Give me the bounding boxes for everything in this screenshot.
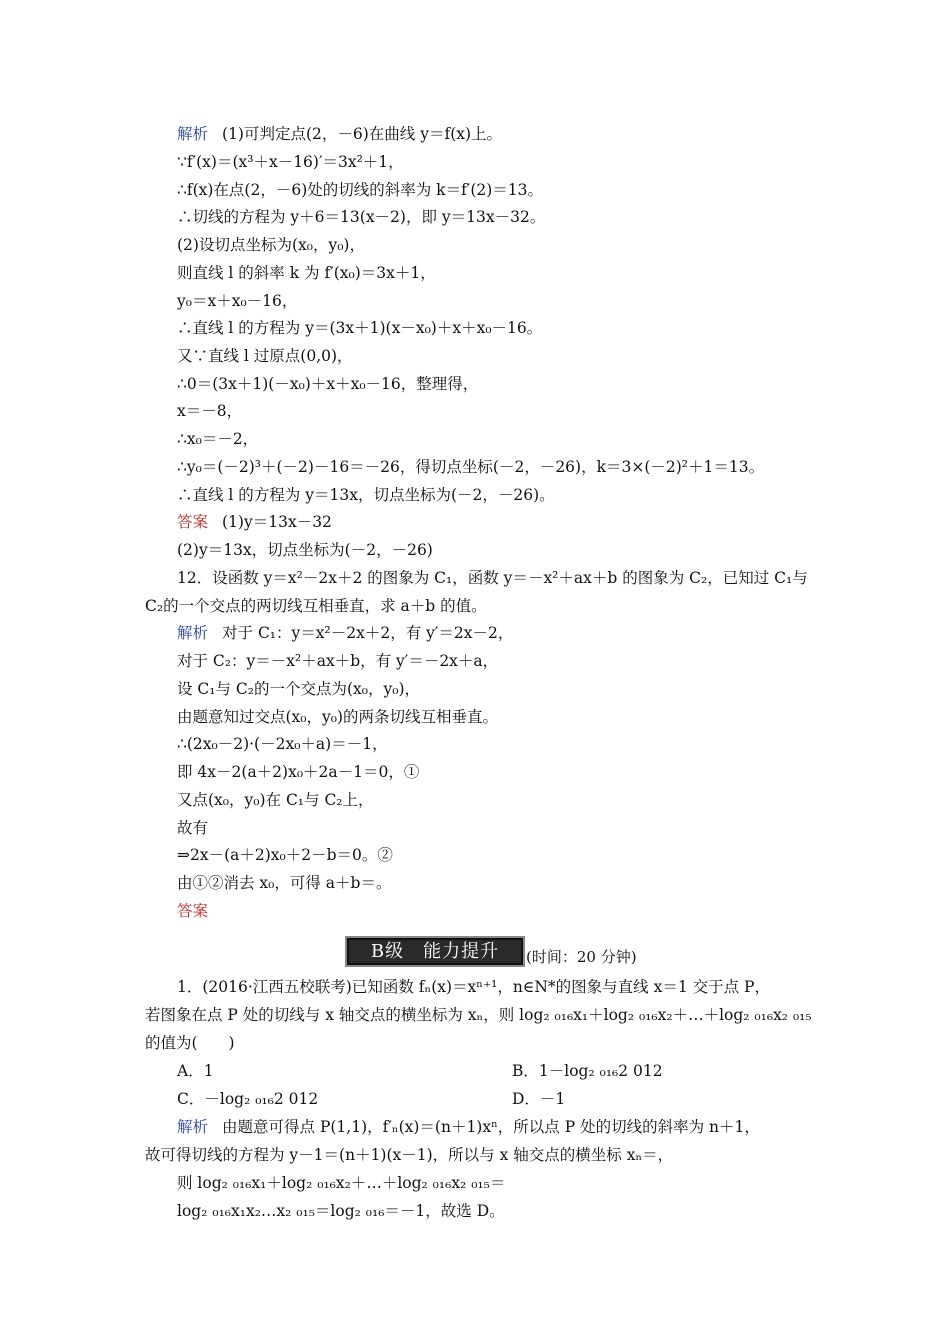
solution-line: 由题意知过交点(x₀，y₀)的两条切线互相垂直。 [177, 708, 499, 726]
question-line: 的值为( ) [145, 1034, 235, 1052]
answer-label: 答案 [177, 902, 209, 920]
answer-line [177, 901, 222, 921]
solution-line: ∴x₀＝－2， [177, 430, 259, 448]
solution-line: 对于 C₂：y＝－x²＋ax＋b，有 y′＝－2x＋a， [177, 652, 499, 670]
question-line: C₂的一个交点的两切线互相垂直，求 a＋b 的值。 [145, 597, 487, 615]
analysis-label: 解析 [177, 624, 209, 642]
solution-line: 解析 (1)可判定点(2，－6)在曲线 y＝f(x)上。 [177, 125, 503, 143]
analysis-label: 解析 [177, 1118, 209, 1136]
option-a: A．1 [177, 1062, 214, 1080]
solution-line: ∴直线 l 的方程为 y＝13x，切点坐标为(－2，－26)。 [177, 486, 555, 504]
solution-line: 故有 [177, 819, 209, 837]
solution-line: 设 C₁与 C₂的一个交点为(x₀，y₀)， [177, 680, 421, 698]
solution-line: 则直线 l 的斜率 k 为 f′(x₀)＝3x＋1， [177, 264, 436, 282]
option-b: B．1－log₂ ₀₁₆2 012 [512, 1062, 663, 1080]
analysis-label: 解析 [177, 125, 209, 143]
solution-line: ∵f′(x)＝(x³＋x－16)′＝3x²＋1， [177, 153, 404, 171]
solution-line: ∴f(x)在点(2，－6)处的切线的斜率为 k＝f′(2)＝13。 [177, 181, 544, 199]
answer-line: (2)y＝13x，切点坐标为(－2，－26) [177, 541, 433, 559]
solution-line: ∴y₀＝(－2)³＋(－2)－16＝－26，得切点坐标(－2，－26)，k＝3×(－2)²＋1＝13。 [177, 458, 765, 476]
solution-line: 又点(x₀，y₀)在 C₁与 C₂上， [177, 791, 374, 809]
solution-line: 则 log₂ ₀₁₆x₁＋log₂ ₀₁₆x₂＋…＋log₂ ₀₁₆x₂ ₀₁₅＝ [177, 1174, 506, 1192]
solution-line: log₂ ₀₁₆x₁x₂…x₂ ₀₁₅＝log₂ ₀₁₆＝－1，故选 D。 [177, 1202, 505, 1220]
solution-line: ⇒2x－(a＋2)x₀＋2－b＝0。② [177, 846, 393, 864]
solution-line: 由①②消去 x₀，可得 a＋b＝。 [177, 874, 392, 892]
solution-line: ∴(2x₀－2)·(－2x₀＋a)＝－1， [177, 735, 388, 753]
solution-line: 故可得切线的方程为 y－1＝(n＋1)(x－1)，所以与 x 轴交点的横坐标 xₙ＝， [145, 1146, 674, 1164]
time-note: (时间：20 分钟) [526, 948, 637, 966]
solution-line: 即 4x－2(a＋2)x₀＋2a－1＝0，① [177, 763, 420, 781]
solution-line: ∴0＝(3x＋1)(－x₀)＋x＋x₀－16，整理得， [177, 375, 479, 393]
solution-line: y₀＝x＋x₀－16， [177, 292, 298, 310]
section-banner: B级 能力提升 [345, 936, 525, 967]
option-row [177, 1089, 318, 1109]
option-row [177, 1061, 214, 1081]
solution-line: 解析 由题意可得点 P(1,1)，f′ₙ(x)＝(n＋1)xⁿ，所以点 P 处的切线的斜率为 n＋1， [177, 1118, 760, 1136]
solution-line: ∴切线的方程为 y＋6＝13(x－2)，即 y＝13x－32。 [177, 208, 546, 226]
solution-line: 又∵直线 l 过原点(0,0)， [177, 347, 353, 365]
solution-line: x＝－8， [177, 402, 243, 420]
option-d: D．－1 [512, 1090, 566, 1108]
question-line: 若图象在点 P 处的切线与 x 轴交点的横坐标为 xₙ，则 log₂ ₀₁₆x₁＋log₂ ₀₁₆x₂＋…＋log₂ ₀₁₆x₂ ₀₁₅ [145, 1006, 812, 1024]
question-line: 1．(2016·江西五校联考)已知函数 fₙ(x)＝xⁿ⁺¹，n∈N*的图象与直线 x＝1 交于点 P， [177, 978, 770, 996]
solution-line: (2)设切点坐标为(x₀，y₀)， [177, 236, 365, 254]
solution-line: ∴直线 l 的方程为 y＝(3x＋1)(x－x₀)＋x＋x₀－16。 [177, 319, 543, 337]
answer-label: 答案 [177, 513, 209, 531]
option-c: C．－log₂ ₀₁₆2 012 [177, 1090, 319, 1108]
question-line: 12．设函数 y＝x²－2x＋2 的图象为 C₁，函数 y＝－x²＋ax＋b 的图象为 C₂，已知过 C₁与 [177, 569, 808, 587]
answer-line: 答案 (1)y＝13x－32 [177, 513, 332, 531]
solution-line: 解析 对于 C₁：y＝x²－2x＋2，有 y′＝2x－2， [177, 624, 514, 642]
